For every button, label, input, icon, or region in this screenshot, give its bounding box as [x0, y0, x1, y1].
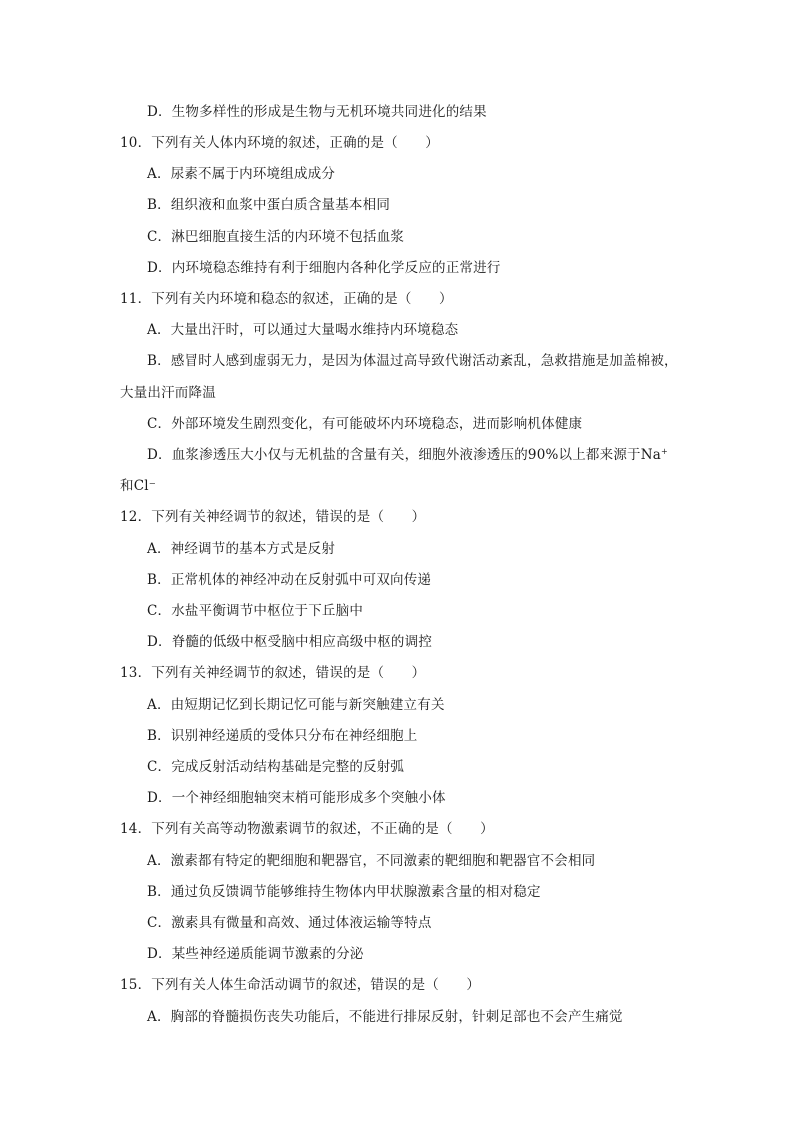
q10-option-d: D．内环境稳态维持有利于细胞内各种化学反应的正常进行: [147, 260, 501, 276]
q14-option-b: B．通过负反馈调节能够维持生物体内甲状腺激素含量的相对稳定: [147, 884, 541, 900]
q10-option-c: C．淋巴细胞直接生活的内环境不包括血浆: [147, 229, 405, 245]
q11-option-b-cont: 大量出汗而降温: [120, 385, 216, 401]
q13-option-d: D．一个神经细胞轴突末梢可能形成多个突触小体: [147, 790, 446, 806]
q12-stem: 12．下列有关神经调节的叙述，错误的是（ ）: [120, 509, 426, 525]
q14-stem: 14．下列有关高等动物激素调节的叙述，不正确的是（ ）: [120, 821, 494, 837]
q11-stem: 11．下列有关内环境和稳态的叙述，正确的是（ ）: [120, 291, 453, 307]
q15-option-a: A．胸部的脊髓损伤丧失功能后，不能进行排尿反射，针刺足部也不会产生痛觉: [147, 1009, 623, 1025]
q11-option-a: A．大量出汗时，可以通过大量喝水维持内环境稳态: [147, 322, 459, 338]
q14-option-d: D．某些神经递质能调节激素的分泌: [147, 946, 364, 962]
q13-option-c: C．完成反射活动结构基础是完整的反射弧: [147, 759, 405, 775]
q13-option-a: A．由短期记忆到长期记忆可能与新突触建立有关: [147, 697, 445, 713]
q14-option-c: C．激素具有微量和高效、通过体液运输等特点: [147, 915, 432, 931]
q13-stem: 13．下列有关神经调节的叙述，错误的是（ ）: [120, 665, 426, 681]
q12-option-b: B．正常机体的神经冲动在反射弧中可双向传递: [147, 572, 432, 588]
na-superscript: +: [661, 447, 668, 456]
q10-stem: 10．下列有关人体内环境的叙述，正确的是（ ）: [120, 135, 439, 151]
q11-option-b: B．感冒时人感到虚弱无力，是因为体温过高导致代谢活动紊乱，急救措施是加盖棉被，: [147, 353, 678, 369]
q12-option-a: A．神经调节的基本方式是反射: [147, 541, 336, 557]
q14-option-a: A．激素都有特定的靶细胞和靶器官，不同激素的靶细胞和靶器官不会相同: [147, 853, 596, 869]
q11-option-d-cont: 和Cl⁻: [120, 478, 157, 494]
q11-option-d-text: D．血浆渗透压大小仅与无机盐的含量有关，细胞外液渗透压的90%以上都来源于Na: [147, 447, 661, 463]
q10-option-b: B．组织液和血浆中蛋白质含量基本相同: [147, 197, 391, 213]
q9-option-d: D．生物多样性的形成是生物与无机环境共同进化的结果: [147, 104, 487, 120]
q11-option-c: C．外部环境发生剧烈变化，有可能破坏内环境稳态，进而影响机体健康: [147, 416, 583, 432]
q13-option-b: B．识别神经递质的受体只分布在神经细胞上: [147, 728, 418, 744]
q12-option-d: D．脊髓的低级中枢受脑中相应高级中枢的调控: [147, 634, 433, 650]
q15-stem: 15．下列有关人体生命活动调节的叙述，错误的是（ ）: [120, 977, 481, 993]
q10-option-a: A．尿素不属于内环境组成成分: [147, 166, 336, 182]
q12-option-c: C．水盐平衡调节中枢位于下丘脑中: [147, 603, 364, 619]
q11-option-d: [147, 446, 668, 464]
